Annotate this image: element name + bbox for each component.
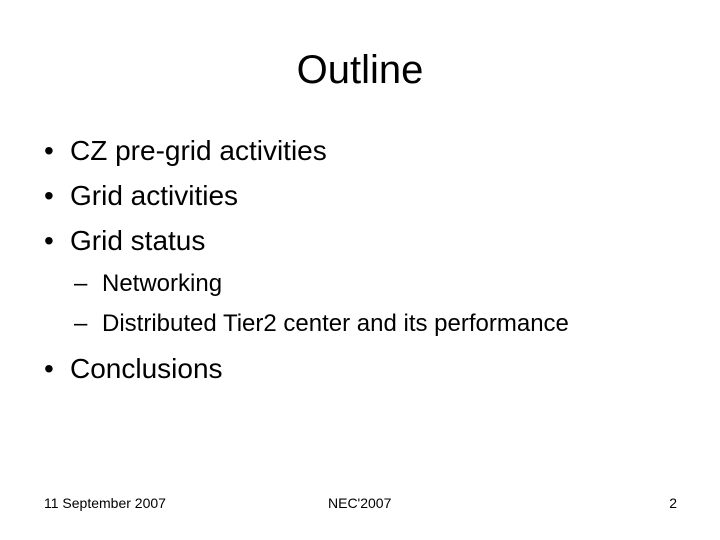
bullet-item: [44, 349, 223, 389]
bullet-text: Grid activities: [70, 180, 239, 211]
bullet-text: Grid status: [70, 225, 206, 256]
sub-bullet-item: [74, 267, 222, 301]
bullet-dot-icon: •: [44, 135, 54, 166]
slide-title: Outline: [296, 48, 424, 92]
footer-event: NEC'2007: [328, 495, 392, 511]
sub-bullet-dash-icon: –: [74, 310, 88, 337]
sub-bullet-dash-icon: –: [74, 270, 88, 297]
sub-bullet-text: Distributed Tier2 center and its performance: [102, 310, 569, 337]
bullet-dot-icon: •: [44, 180, 54, 211]
bullet-dot-icon: •: [44, 353, 54, 384]
bullet-text: Conclusions: [70, 353, 223, 384]
sub-bullet-item: [74, 307, 569, 341]
bullet-item: [44, 176, 238, 216]
bullet-item: [44, 221, 205, 261]
bullet-text: CZ pre-grid activities: [70, 135, 327, 166]
sub-bullet-text: Networking: [102, 270, 223, 297]
page-number: 2: [669, 495, 677, 511]
footer-date: 11 September 2007: [44, 495, 166, 511]
bullet-dot-icon: •: [44, 225, 54, 256]
bullet-item: [44, 131, 327, 171]
